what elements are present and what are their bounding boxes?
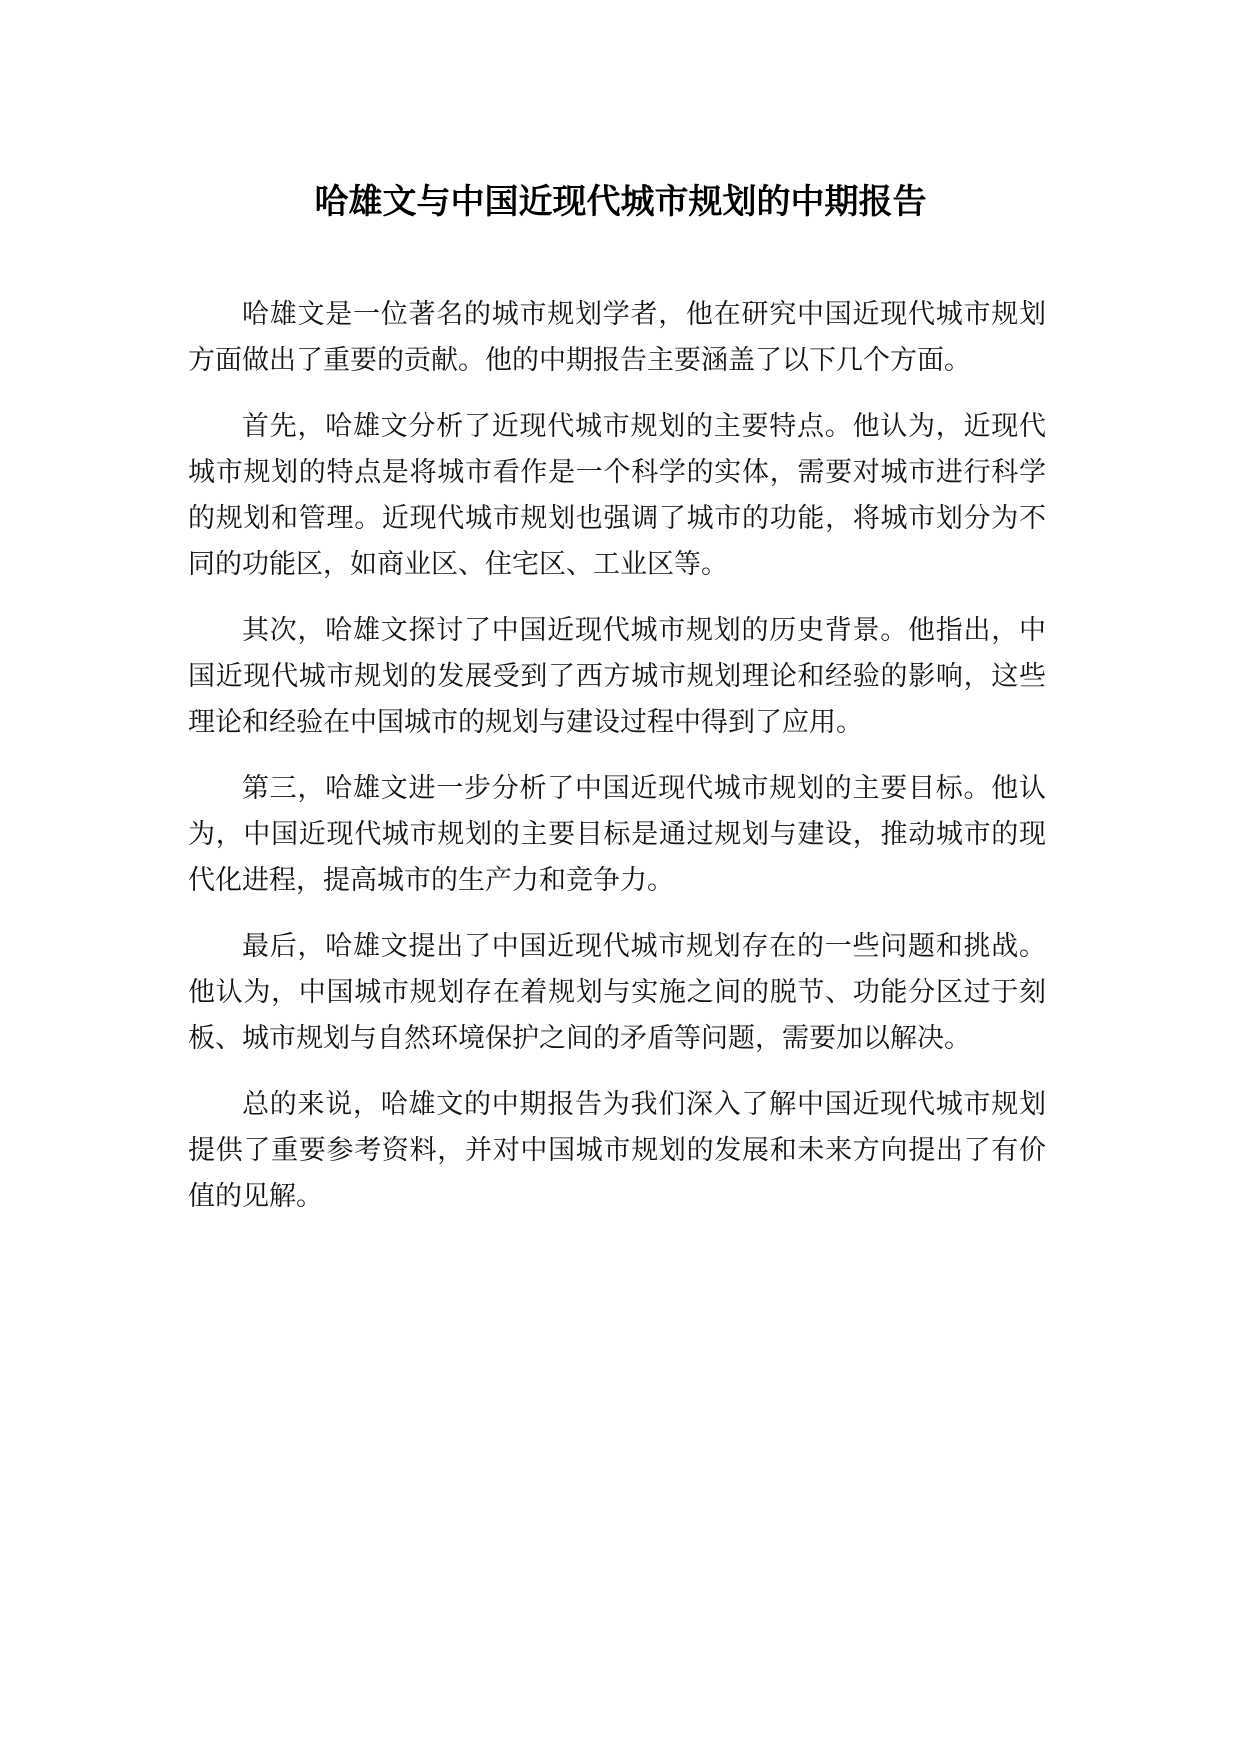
paragraph-last: 最后，哈雄文提出了中国近现代城市规划存在的一些问题和挑战。他认为，中国城市规划存在着规划与实施之间的脱节、功能分区过于刻板、城市规划与自然环境保护之间的矛盾等问题，需要加以解决。 — [188, 931, 1046, 1054]
paragraph-third: 第三，哈雄文进一步分析了中国近现代城市规划的主要目标。他认为，中国近现代城市规划的主要目标是通过规划与建设，推动城市的现代化进程，提高城市的生产力和竞争力。 — [188, 773, 1046, 896]
document-body — [188, 292, 1046, 1240]
paragraph-conclusion: 总的来说，哈雄文的中期报告为我们深入了解中国近现代城市规划提供了重要参考资料，并对中国城市规划的发展和未来方向提出了有价值的见解。 — [188, 1089, 1046, 1212]
document-title: 哈雄文与中国近现代城市规划的中期报告 — [314, 182, 927, 222]
paragraph-second: 其次，哈雄文探讨了中国近现代城市规划的历史背景。他指出，中国近现代城市规划的发展受到了西方城市规划理论和经验的影响，这些理论和经验在中国城市的规划与建设过程中得到了应用。 — [188, 615, 1046, 738]
paragraph-intro: 哈雄文是一位著名的城市规划学者，他在研究中国近现代城市规划方面做出了重要的贡献。他的中期报告主要涵盖了以下几个方面。 — [188, 299, 1046, 376]
paragraph-first: 首先，哈雄文分析了近现代城市规划的主要特点。他认为，近现代城市规划的特点是将城市看作是一个科学的实体，需要对城市进行科学的规划和管理。近现代城市规划也强调了城市的功能，将城市划分为不同的功能区，如商业区、住宅区、工业区等。 — [188, 411, 1046, 580]
